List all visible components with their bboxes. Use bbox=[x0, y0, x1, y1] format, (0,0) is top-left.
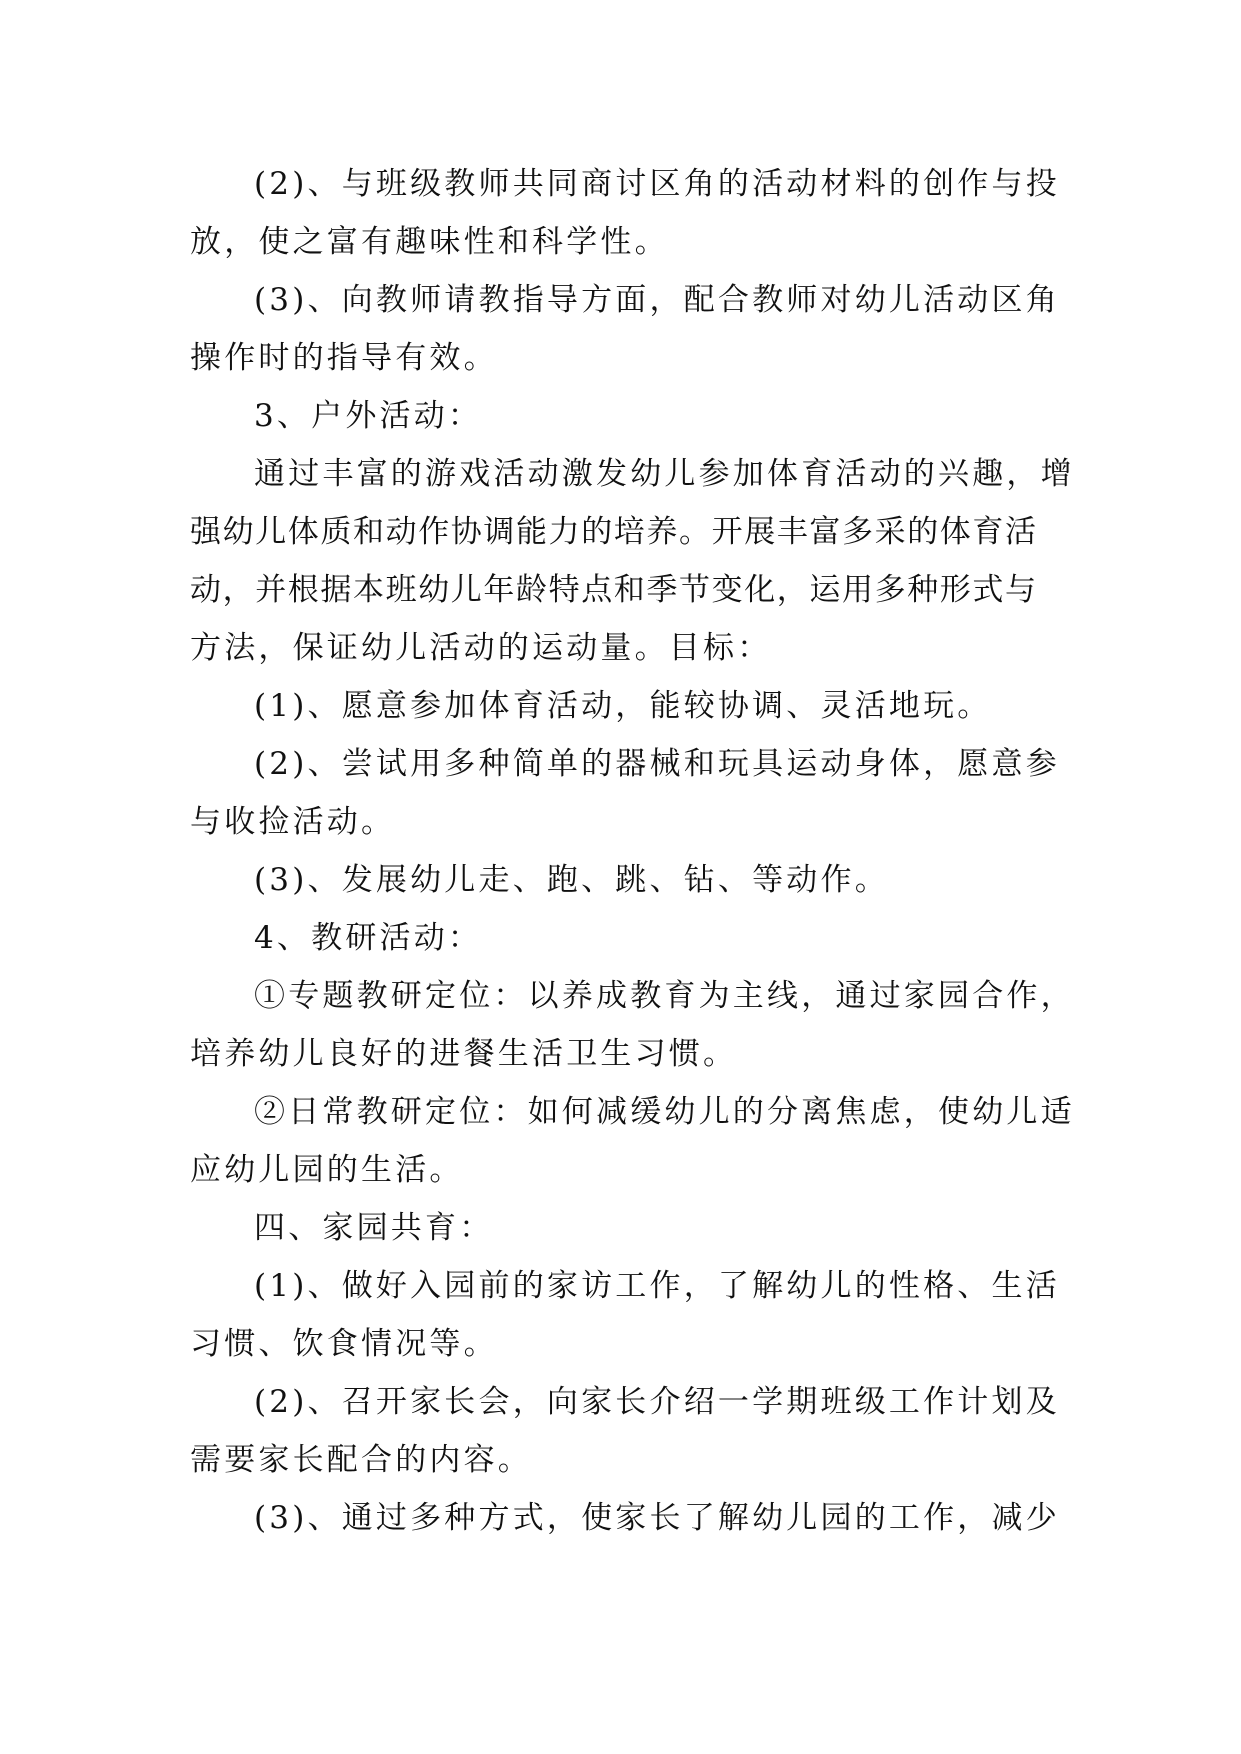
text-line: 需要家长配合的内容。 bbox=[190, 1442, 532, 1478]
text-line: ②日常教研定位：如何减缓幼儿的分离焦虑，使幼儿适 bbox=[254, 1094, 1075, 1130]
text-line: 习惯、饮食情况等。 bbox=[190, 1326, 498, 1362]
text-line: 操作时的指导有效。 bbox=[190, 340, 498, 376]
text-line: 应幼儿园的生活。 bbox=[190, 1152, 464, 1188]
text-line: (1)、做好入园前的家访工作，了解幼儿的性格、生活 bbox=[254, 1268, 1060, 1304]
text-line: 与收捡活动。 bbox=[190, 804, 396, 840]
section-heading: 4、教研活动： bbox=[254, 920, 483, 956]
text-line: (3)、发展幼儿走、跑、跳、钻、等动作。 bbox=[254, 862, 889, 898]
text-line: 方法，保证幼儿活动的运动量。目标： bbox=[190, 630, 772, 666]
text-line: 强幼儿体质和动作协调能力的培养。开展丰富多采的体育活 bbox=[190, 514, 1038, 550]
text-line: (3)、向教师请教指导方面，配合教师对幼儿活动区角 bbox=[254, 282, 1060, 318]
text-line: (2)、召开家长会，向家长介绍一学期班级工作计划及 bbox=[254, 1384, 1060, 1420]
text-line: 通过丰富的游戏活动激发幼儿参加体育活动的兴趣，增 bbox=[254, 456, 1075, 492]
text-line: (1)、愿意参加体育活动，能较协调、灵活地玩。 bbox=[254, 688, 992, 724]
document-body bbox=[190, 155, 1075, 1547]
section-heading: 3、户外活动： bbox=[254, 398, 483, 434]
text-line: ①专题教研定位：以养成教育为主线，通过家园合作， bbox=[254, 978, 1075, 1014]
section-heading: 四、家园共育： bbox=[254, 1210, 494, 1246]
text-line: (2)、尝试用多种简单的器械和玩具运动身体，愿意参 bbox=[254, 746, 1060, 782]
text-line: 培养幼儿良好的进餐生活卫生习惯。 bbox=[190, 1036, 738, 1072]
text-line: (2)、与班级教师共同商讨区角的活动材料的创作与投 bbox=[254, 166, 1060, 202]
text-line: (3)、通过多种方式，使家长了解幼儿园的工作，减少 bbox=[254, 1500, 1060, 1536]
text-line: 放，使之富有趣味性和科学性。 bbox=[190, 224, 669, 260]
text-line: 动，并根据本班幼儿年龄特点和季节变化，运用多种形式与 bbox=[190, 572, 1038, 608]
